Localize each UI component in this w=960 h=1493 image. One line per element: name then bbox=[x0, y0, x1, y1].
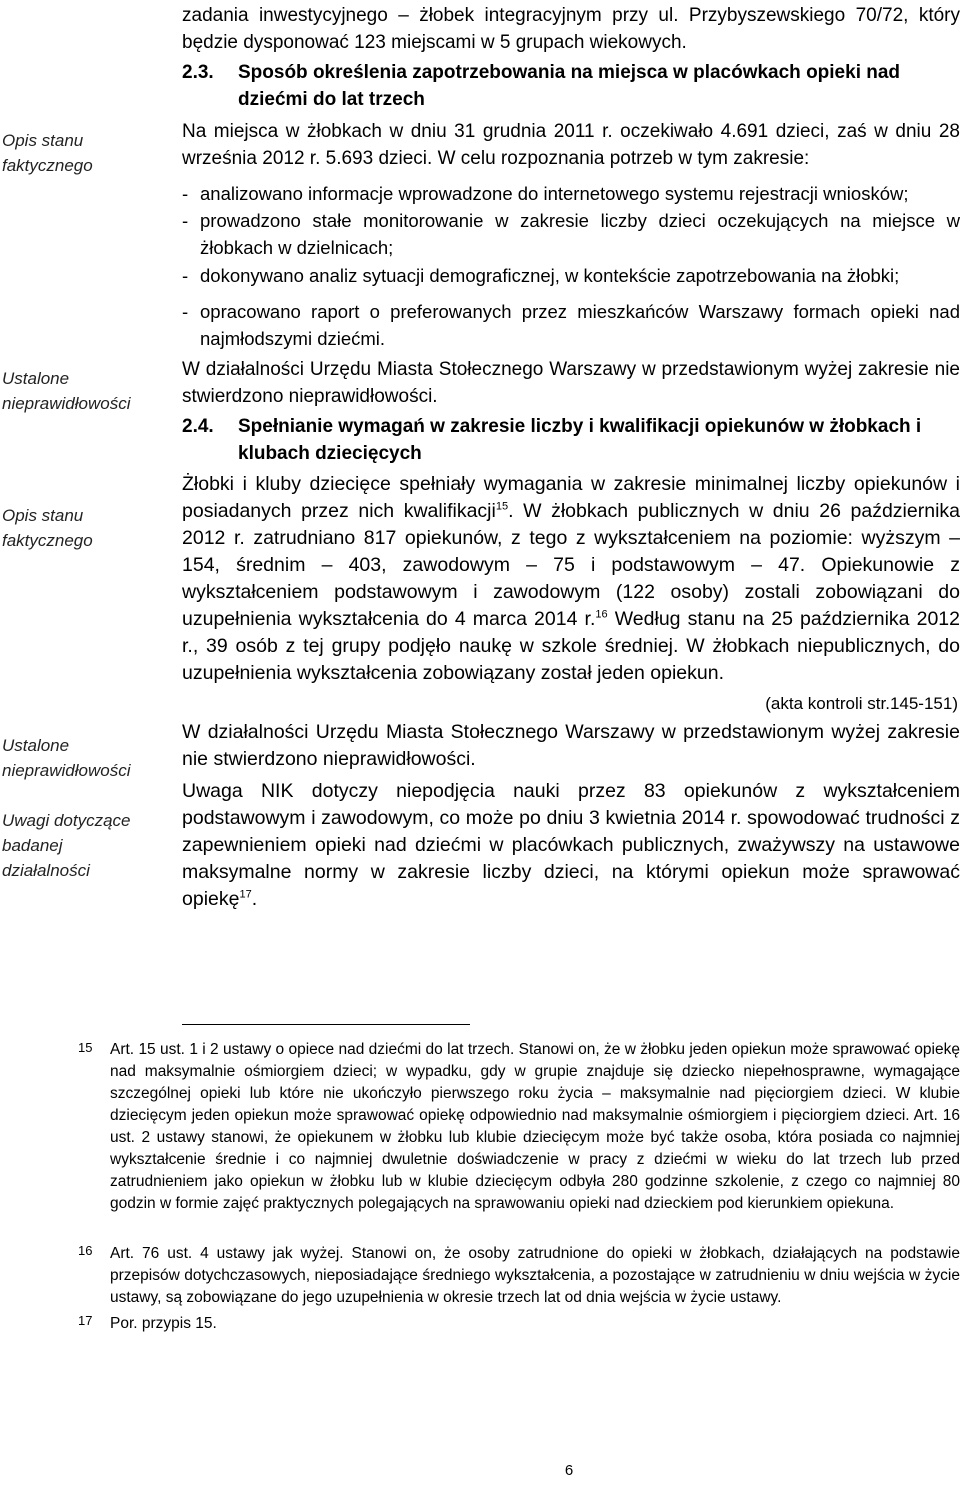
footnote-text: Por. przypis 15. bbox=[110, 1315, 217, 1332]
bullet-item: - analizowano informacje wprowadzone do internetowego systemu rejestracji wniosków; bbox=[182, 183, 909, 204]
footnote-text: Art. 15 ust. 1 i 2 ustawy o opiece nad dziećmi do lat trzech. Stanowi on, że w żłobku jeden opiekun może sprawować opiekę nad maksymalnie ośmiorgiem dzieci; w wypadku, gdy w grupie znajduje się dziecko niepełnosprawne, wymagające szczególnej opieki lub które nie ukończyło pierwszego roku życia – maksymalnie nad pięciorgiem dzieci. W klubie dziecięcym jeden opiekun może sprawować opiekę odpowiednio nad maksymalnie ośmiorgiem i pięciorgiem dzieci. Art. 16 ust. 2 ustawy stanowi, że opiekunem w żłobku lub klubie dziecięcym może być także osoba, która posiada co najmniej wykształcenie średnie i co najmniej dwuletnie doświadczenie w pracy z dziećmi w wieku do lat trzech lub przed zatrudnieniem jako opiekun w żłobku lub w klubie dziecięcym odbyła 280 godzinne szkolenie, z czego co najmniej 80 godzin w formie zajęć praktycznych polegających na sprawowaniu opieki nad dzieckiem pod kierunkiem opiekuna. bbox=[110, 1041, 960, 1212]
section-2-4-heading bbox=[182, 413, 960, 467]
finding-paragraph-2: W działalności Urzędu Miasta Stołecznego Warszawy w przedstawionym wyżej zakresie nie stwierdzono nieprawidłowości. bbox=[182, 721, 960, 770]
footnote-number: 17 bbox=[78, 1313, 93, 1328]
paragraph-text: Według stanu na 25 października 2012 r., 39 osób z tej grupy podjęło naukę w szkole średniej. W żłobkach niepublicznych, do uzupełnienia wykształcenia zobowiązany został jeden opiekun. bbox=[182, 608, 960, 684]
footnote-text: Art. 76 ust. 4 ustawy jak wyżej. Stanowi on, że osoby zatrudnione do opieki w żłobkach, działających na podstawie przepisów dotychczasowych, nieposiadające średniego wykształcenia, a pozostające w zatrudnieniu w dniu wejścia w życie ustawy, są zobowiązane do jego uzupełnienia w okresie trzech lat od dnia wejścia w życie ustawy. bbox=[110, 1245, 960, 1306]
bullet-text: opracowano raport o preferowanych przez mieszkańców Warszawy formach opieki nad najmłodszymi dziećmi. bbox=[200, 301, 960, 349]
margin-note-ustalone-1: Ustalone nieprawidłowości bbox=[2, 369, 131, 413]
paragraph-2-3: Na miejsca w żłobkach w dniu 31 grudnia 2011 r. oczekiwało 4.691 dzieci, zaś w dniu 28 września 2012 r. 5.693 dzieci. W celu rozpoznania potrzeb w tym zakresie: bbox=[182, 121, 960, 169]
footnote-separator bbox=[182, 1024, 470, 1025]
bullet-item: - dokonywano analiz sytuacji demograficznej, w kontekście zapotrzebowania na żłobki; bbox=[182, 265, 900, 286]
margin-note-opis-stanu-1: Opis stanu faktycznego bbox=[2, 131, 93, 175]
section-number: 2.4. bbox=[182, 416, 214, 437]
margin-note-ustalone-2: Ustalone nieprawidłowości bbox=[2, 736, 131, 780]
page-number: 6 bbox=[564, 1462, 574, 1479]
margin-note-uwagi: Uwagi dotyczące badanej działalności bbox=[2, 811, 131, 880]
margin-note-opis-stanu-2: Opis stanu faktycznego bbox=[2, 506, 93, 550]
bullet-text: prowadzono stałe monitorowanie w zakresie liczby dzieci oczekujących na miejsce w żłobkach w dzielnicach; bbox=[200, 210, 960, 258]
paragraph-text: . W żłobkach publicznych w dniu 26 października 2012 r. zatrudniano 817 opiekunów, z tego z wykształceniem na poziomie: wyższym – 154, średnim – 403, zawodowym – 75 i podstawowym – 47. Opiekunowie z wykształceniem podstawowym i zawodowym (122 osoby) zostali zobowiązani do uzupełnienia wykształcenia do 4 marca 2014 r. bbox=[182, 500, 960, 630]
footnote-number: 15 bbox=[78, 1040, 93, 1055]
footnote-number: 16 bbox=[78, 1243, 93, 1258]
section-title: Sposób określenia zapotrzebowania na miejsca w placówkach opieki nad dziećmi do lat trzech bbox=[238, 62, 901, 110]
bullet-text: analizowano informacje wprowadzone do internetowego systemu rejestracji wniosków; bbox=[200, 183, 909, 204]
footnote-ref-16: 16 bbox=[595, 608, 608, 621]
section-title: Spełnianie wymagań w zakresie liczby i kwalifikacji opiekunów w żłobkach i klubach dziecięcych bbox=[238, 416, 922, 464]
finding-paragraph-1: W działalności Urzędu Miasta Stołecznego Warszawy w przedstawionym wyżej zakresie nie stwierdzono nieprawidłowości. bbox=[182, 359, 960, 407]
paragraph-text: . bbox=[251, 888, 258, 910]
bullet-item: - prowadzono stałe monitorowanie w zakresie liczby dzieci oczekujących na miejsce w żłobkach w dzielnicach; bbox=[182, 207, 960, 261]
paragraph-2-4 bbox=[182, 471, 960, 687]
footnote-ref-17: 17 bbox=[239, 888, 252, 901]
bullet-text: dokonywano analiz sytuacji demograficznej, w kontekście zapotrzebowania na żłobki; bbox=[200, 265, 900, 286]
footnote-ref-15: 15 bbox=[495, 500, 509, 513]
section-2-3-heading bbox=[182, 59, 960, 113]
akta-reference: (akta kontroli str.145-151) bbox=[765, 694, 958, 713]
section-number: 2.3. bbox=[182, 62, 214, 83]
intro-paragraph: zadania inwestycyjnego – żłobek integracyjnym przy ul. Przybyszewskiego 70/72, który będzie dysponować 123 miejscami w 5 grupach wiekowych. bbox=[182, 5, 960, 53]
paragraph-text: Uwaga NIK dotyczy niepodjęcia nauki przez 83 opiekunów z wykształceniem podstawowym i zawodowym, co może po dniu 3 kwietnia 2014 r. spowodować trudności z zapewnieniem opieki nad dziećmi w placówkach publicznych, zważywszy na ustawowe maksymalne normy w zakresie liczby dzieci, na którymi opiekun może sprawować opiekę bbox=[182, 780, 960, 910]
uwaga-nik-paragraph bbox=[182, 778, 960, 913]
paragraph-text: Żłobki i kluby dziecięce spełniały wymagania w zakresie minimalnej liczby opiekunów i posiadanych przez nich kwalifikacji bbox=[182, 473, 960, 522]
bullet-item: - opracowano raport o preferowanych przez mieszkańców Warszawy formach opieki nad najmłodszymi dziećmi. bbox=[182, 298, 960, 352]
